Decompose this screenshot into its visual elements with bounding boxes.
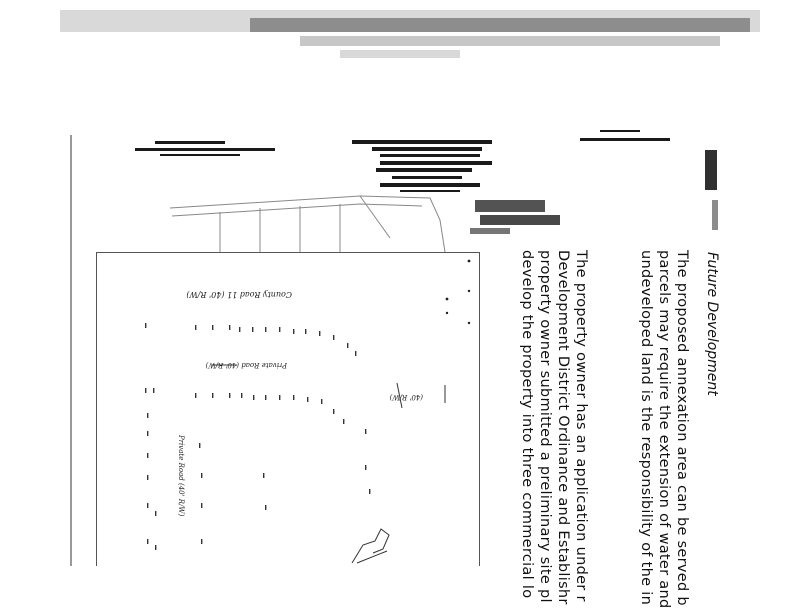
lot-ticks-row-1 [145,323,356,356]
site-plan-drawing [97,253,481,567]
paragraph-line: property owner submitted a preliminary site pl [537,250,553,603]
lot-ticks-row-2 [145,388,366,434]
paragraph-line: The property owner has an application under r [573,250,589,602]
section-heading: Future Development [704,252,720,396]
paragraph-line: Development District Ordinance and Establishr [555,250,571,605]
road-label-private-road: Private Road (40' R/W) [205,361,287,369]
paragraph-line: The proposed annexation area can be served b [674,250,690,606]
paragraph-line: undeveloped land is the responsibility of the in [638,250,654,606]
site-plan-sketch [96,252,480,566]
plat-outline [160,190,450,255]
road-label-county-road: County Road 11 (40' R/W) [186,290,292,299]
paragraph-line: develop the property into three commercial lo [519,250,535,599]
road-label-private-road-side: Private Road (40' R/W) [177,435,185,517]
lot-width-label: (40' R/W) [389,393,423,401]
paragraph-line: parcels may require the extension of water and [656,250,672,608]
page-edge-line [70,135,72,566]
